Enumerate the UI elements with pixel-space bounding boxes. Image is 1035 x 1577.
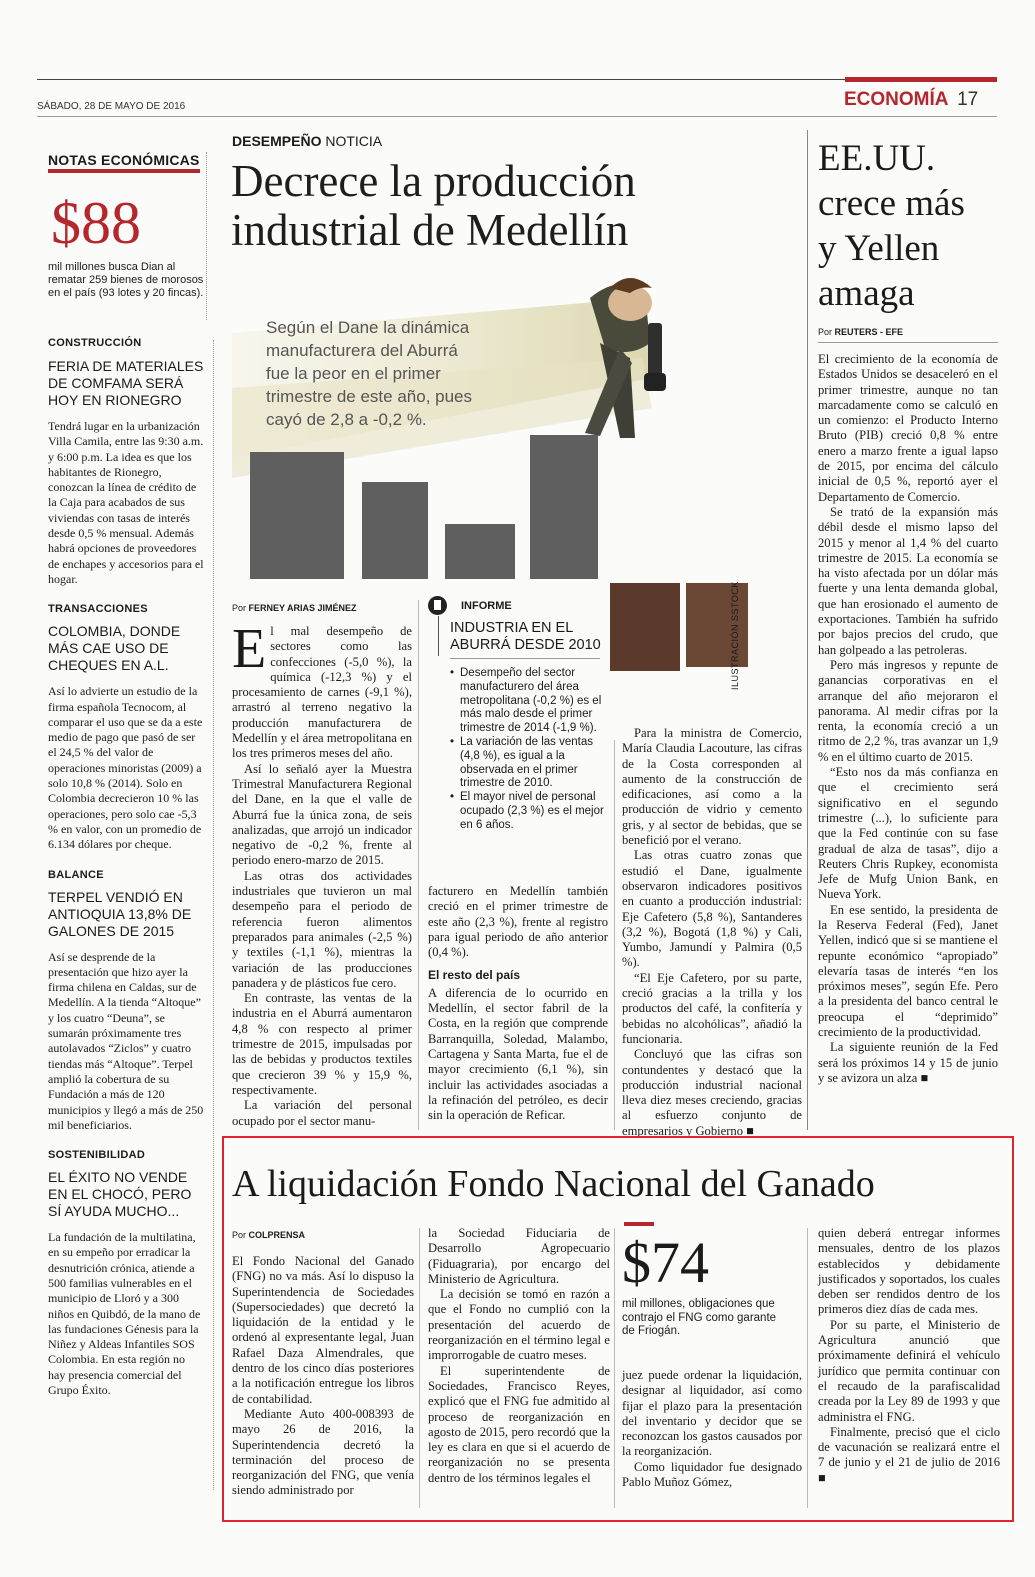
body-paragraph: El Fondo Nacional del Ganado (FNG) no va más. Así lo dispuso la Superintendencia de Sociedades (Supersociedades) que decretó la liquidación de la entidad y le ordenó al expresentante legal, Juan Rafael Daza Almendrales, que dentro de los cinco días posteriores a la notificación entregue los libros de contabilidad. — [232, 1254, 414, 1406]
byline-name: REUTERS - EFE — [834, 327, 904, 337]
brief-body: Tendrá lugar en la urbanización Villa Camila, entre las 9:30 a.m. y 6:00 p.m. La idea es que los habitantes de Rionegro, conozcan la línea de crédito de la Caja para acabados de sus viviendas con tasas de interés desde 0,5 % mensual. Además habrá opciones de proveedores de enchapes y accesorios para el hogar. — [48, 419, 204, 586]
brief-balance — [48, 869, 204, 1134]
kicker-bold: DESEMPEÑO — [232, 133, 322, 149]
informe-title: INDUSTRIA EN EL ABURRÁ DESDE 2010 — [450, 620, 601, 653]
body-paragraph: La siguiente reunión de la Fed será los próximos 14 y 15 de junio y se avizora un alza ■ — [818, 1040, 998, 1085]
body-paragraph: Concluyó que las cifras son contundentes y destacó que la producción industrial nacional lleva diez meses creciendo, gracias al esfuerzo conjunto de empresarios y Gobierno ■ — [622, 1047, 802, 1138]
brief-kicker: BALANCE — [48, 868, 104, 881]
bullet-dot: • — [450, 735, 455, 748]
body-paragraph: facturero en Medellín también creció en el primer trimestre de este año (2,3 %), frente al registro para igual periodo de año anterior (0,4 %). — [428, 884, 608, 960]
byline-prefix: Por — [818, 327, 833, 337]
main-col-1 — [232, 618, 412, 1129]
body-paragraph: juez puede ordenar la liquidación, designar al liquidador, así como fijar el plazo para la presentación del inventario y decidor que se reconozcan los gastos causados por la reorganización. — [622, 1368, 802, 1459]
body-paragraph: La decisión se tomó en razón a que el Fondo no cumplió con la presentación del acuerdo de reorganización en el término legal e improrrogable de cuatro meses. — [428, 1287, 610, 1363]
header-underline — [37, 116, 997, 117]
main-col-3 — [622, 726, 802, 1139]
fng-big-number: $74 — [622, 1230, 709, 1295]
dropcap: E — [232, 618, 267, 680]
fng-col-1 — [232, 1254, 414, 1499]
informe-bullets — [450, 667, 610, 833]
usa-byline — [818, 327, 903, 337]
brief-kicker: SOSTENIBILIDAD — [48, 1149, 146, 1162]
bullet-dot: • — [450, 791, 455, 804]
document-icon — [428, 596, 447, 615]
informe-label-row — [428, 596, 610, 615]
kicker-light: NOTICIA — [325, 133, 383, 149]
column-divider — [419, 1228, 420, 1508]
body-paragraph: En contraste, las ventas de la industria en el Aburrá aumentaron 4,8 % con respecto al primer trimestre de 2015, impulsadas por las de bebidas y productos textiles que crecieron 39 % y 15,9 %, respectivamente. — [232, 991, 412, 1097]
page-number: 17 — [957, 89, 979, 110]
fng-big-caption: mil millones, obligaciones que contrajo el FNG como garante de Friogán. — [622, 1298, 777, 1337]
informe-bullet: • El mayor nivel de personal ocupado (2,3 %) es el mejor en 6 años. — [450, 791, 604, 831]
bullet-dot: • — [450, 667, 455, 679]
brief-headline: EL ÉXITO NO VENDE EN EL CHOCÓ, PERO SÍ AYUDA MUCHO... — [48, 1169, 192, 1220]
section-accent — [845, 77, 997, 82]
byline-prefix: Por — [232, 1230, 247, 1240]
body-paragraph: Finalmente, precisó que el ciclo de vacunación se realizará entre el 7 de junio y el 21 de julio de 2016 ■ — [818, 1424, 1000, 1485]
body-paragraph: Las otras dos actividades industriales que tuvieron un mal desempeño para el periodo de referencia fueron alimentos preparados para animales (-2,5 %) y textiles (-1,1 %), mientras la variación de las producciones panadera y de plásticos fue cero. — [232, 868, 412, 990]
body-paragraph: En ese sentido, la presidenta de la Reserva Federal (Fed), Janet Yellen, indicó que si se mantiene el repunte económico “apropiado” elevaría tasas de interés “en los próximos meses”, según Efe. Pero a la presidenta del banco central le preocupa el “deprimido” crecimiento de la productividad. — [818, 902, 998, 1040]
brief-construccion — [48, 337, 204, 587]
body-paragraph: Las otras cuatro zonas que estudió el Dane, igualmente observaron indicadores positivos en cuanto a producción industrial: Eje Cafetero (5,8 %), Santanderes (3,2 %), Bogotá (1,8 %) y Cali, Yumbo, Jamundí y Palmira (0,5 %). — [622, 848, 802, 970]
header-section — [844, 89, 978, 111]
informe-bullet: • La variación de las ventas (4,8 %), es igual a la observada en el primer trimestre de 2010. — [450, 735, 593, 790]
body-paragraph: Así lo señaló ayer la Muestra Trimestral Manufacturera Regional del Dane, en la que el valle de Aburrá fue la única zona, de seis analizadas, que arrojó un indicador negativo de -0,2 %, frente al periodo enero-marzo de 2015. — [232, 761, 412, 868]
businessman-figure — [560, 268, 690, 438]
informe-title-underline — [450, 658, 600, 659]
brief-body: Así lo advierte un estudio de la firma española Tecnocom, al comparar el uso que se da a este medio de pago que pasó de ser el 24,5 % del valor de operaciones minoristas (2009) a solo 10,8 % (2014). Solo en Colombia decrecieron 10 % las operaciones, pero solo cae -5,3 % en valor, con un promedio de 6.134 dólares por cheque. — [48, 684, 203, 852]
illustration-bar-2 — [362, 482, 428, 579]
body-paragraph: quien deberá entregar informes mensuales, dentro de los plazos establecidos y debidamente justificados y soportados, los cuales deben ser rendidos dentro de los primeros diez días de cada mes. — [818, 1226, 1000, 1317]
usa-headline: EE.UU. crece más y Yellen amaga — [818, 138, 965, 314]
illustration-bar-4 — [530, 435, 598, 579]
illustration-bar-1 — [250, 452, 344, 579]
brown-square-1 — [610, 583, 680, 671]
body-paragraph: “El Eje Cafetero, por su parte, creció gracias a la trilla y los productos del café, la confitería y bebidas no alcohólicas”, añadió la funcionaria. — [622, 970, 802, 1046]
notes-divider-lower — [213, 340, 214, 1490]
illustration-credit: ILUSTRACIÓN SSTOCK — [730, 581, 740, 690]
brief-headline: TERPEL VENDIÓ EN ANTIOQUIA 13,8% DE GALONES DE 2015 — [48, 888, 192, 939]
column-divider — [614, 740, 615, 1130]
brief-body: La fundación de la multilatina, en su empeño por erradicar la desnutrición crónica, atiende a 500 familias vulnerables en el municipio de Lloró y a 300 niños en Quibdó, de la mano de las fundaciones Génesis para la Niñez y Aldeas Infantiles SOS Colombia. En esta región no hay presencia comercial del Grupo Éxito. — [48, 1230, 201, 1398]
header-date: SÁBADO, 28 DE MAYO DE 2016 — [37, 101, 186, 112]
brief-headline: FERIA DE MATERIALES DE COMFAMA SERÁ HOY EN RIONEGRO — [48, 358, 204, 408]
body-paragraph: Mediante Auto 400-008393 de mayo 26 de 2016, la Superintendencia decretó la terminación del proceso de reorganización del FNG, que venía siendo administrado por — [232, 1406, 414, 1498]
businessman-svg — [560, 268, 690, 438]
fng-number-accent — [624, 1222, 654, 1226]
notes-divider — [206, 152, 207, 320]
byline-name: FERNEY ARIAS JIMÉNEZ — [248, 603, 357, 613]
lead-paragraph — [232, 618, 412, 762]
illustration-bar-3 — [445, 524, 515, 579]
body-paragraph: la Sociedad Fiduciaria de Desarrollo Agropecuario (Fiduagraria), por encargo del Ministerio de Agricultura. — [428, 1226, 610, 1286]
fng-col-3 — [622, 1368, 802, 1490]
usa-body — [818, 352, 998, 1086]
main-byline — [232, 603, 357, 613]
body-paragraph: A diferencia de lo ocurrido en Medellín, el sector fabril de la Costa, en la región que comprende Barranquilla, Soledad, Malambo, Cartagena y Santa Marta, fue el de mayor crecimiento (6,1 %), sin incluir las actividades asociadas a la refinación del petróleo, es decir sin la operación de Reficar. — [428, 985, 608, 1123]
brief-headline: COLOMBIA, DONDE MÁS CAE USO DE CHEQUES EN A.L. — [48, 623, 181, 674]
lead-text: l mal desempeño de sectores como las confecciones (-5,0 %), la química (-12,3 %) y el procesamiento de carnes (-9,1 %), arrastró al terreno negativo la producción manufacturera de Medellín y el área metropolitana en los tres primeros meses del año. — [232, 624, 412, 761]
brief-kicker: CONSTRUCCIÓN — [48, 337, 142, 349]
main-kicker — [232, 133, 382, 149]
notes-title: NOTAS ECONÓMICAS — [48, 152, 200, 173]
notes-column — [48, 152, 204, 1398]
informe-bullet: • Desempeño del sector manufacturero del área metropolitana (-0,2 %) es el más malo desde el primer trimestre de 2014 (-1,9 %). — [450, 667, 602, 735]
fng-headline: A liquidación Fondo Nacional del Ganado — [232, 1163, 875, 1205]
brief-transacciones — [48, 603, 204, 852]
body-paragraph: Por su parte, el Ministerio de Agricultura anunció que próximamente definirá el vehículo jurídico que permita continuar con el recaudo de la parafiscalidad creada por la Ley 89 de 1993 y que administra el FNG. — [818, 1317, 1000, 1424]
byline-name: COLPRENSA — [248, 1230, 306, 1240]
body-paragraph: Como liquidador fue designado Pablo Muñoz Gómez, — [622, 1459, 802, 1490]
body-paragraph: “Esto nos da más confianza en que el crecimiento será significativo en el segundo trimestre (...), lo suficiente para que la Fed continúe con su fase gradual de alza de tasas”, dijo a Reuters Chris Rupkey, economista Jefe de Mufg Union Bank, en Nueva York. — [818, 765, 998, 902]
body-paragraph: Pero más ingresos y repunte de ganancias corporativas en el arranque del año mejoraron el panorama. Al medir cifras por la renta, la economía creció a un ritmo de 2,2 %, tras avanzar un 1,9 % en el último cuarto de 2015. — [818, 657, 998, 764]
body-paragraph: Para la ministra de Comercio, María Claudia Lacouture, las cifras de la Costa corresponden al aumento de la construcción de edificaciones, así como a la producción de vidrio y cemento gris, y al sector de bebidas, que se benefició por el verano. — [622, 726, 802, 848]
column-divider — [418, 600, 419, 1130]
body-paragraph: El superintendente de Sociedades, Francisco Reyes, explicó que el FNG fue admitido al proceso de reorganización en agosto de 2015, pero recordó que la ley es clara en que si el acuerdo de reorganización no se presenta dentro de los términos legales el — [428, 1363, 610, 1485]
informe-box — [428, 596, 610, 833]
informe-rule — [438, 616, 439, 656]
section-name: ECONOMÍA — [844, 89, 948, 110]
fng-col-4 — [818, 1226, 1000, 1486]
brief-kicker: TRANSACCIONES — [48, 603, 148, 616]
body-paragraph: La variación del personal ocupado por el sector manu- — [232, 1098, 412, 1128]
body-paragraph: Se trató de la expansión más débil desde el mismo lapso del 2015 y menor al 1,4 % del cuarto trimestre de 2015. La economía se ha visto afectada por un dólar más fuerte y una lenta demanda global, que han erosionado el aumento de exportaciones. También ha sufrido por bajos precios del crudo, que han golpeado a las petroleras. — [818, 504, 998, 657]
notes-big-caption: mil millones busca Dian al rematar 259 bienes de morosos en el país (93 lotes y 20 fincas). — [48, 261, 204, 299]
brief-sostenibilidad — [48, 1149, 204, 1398]
usa-byline-rule — [818, 342, 998, 343]
column-divider — [807, 1228, 808, 1508]
main-col-2 — [428, 884, 608, 1123]
notes-big-number: $88 — [51, 190, 141, 256]
byline-prefix: Por — [232, 603, 247, 613]
subhead: El resto del país — [428, 968, 521, 983]
column-divider — [614, 1228, 615, 1508]
informe-label: INFORME — [461, 599, 512, 612]
fng-col-2 — [428, 1226, 610, 1486]
main-headline: Decrece la producción industrial de Medellín — [231, 156, 636, 255]
fng-byline — [232, 1230, 305, 1240]
brief-body: Así se desprende de la presentación que hizo ayer la firma chilena en Caldas, sur de Medellín. A la tienda “Altoque” y los cuatro “Deuna”, se sumarán próximamente tres autolavados “Ziclos” y cuatro tiendas más “Altoque”. Terpel amplió la cobertura de su Fundación a más de 120 municipios y llegó a más de 250 mil beneficiarios. — [48, 949, 204, 1132]
body-paragraph: El crecimiento de la economía de Estados Unidos se desaceleró en el primer trimestre, aunque no tan marcadamente como se calculó en un comienzo: el Producto Interno Bruto (PIB) creció 0,8 % entre enero a marzo frente a igual lapso de 2015, por encima del cálculo inicial de 0,5 %, reportó ayer el Departamento de Comercio. — [818, 352, 998, 504]
right-column-divider — [807, 130, 808, 1130]
main-deck: Según el Dane la dinámica manufacturera del Aburrá fue la peor en el primer trimestre de este año, pues cayó de 2,8 a -0,2 %. — [266, 318, 473, 429]
